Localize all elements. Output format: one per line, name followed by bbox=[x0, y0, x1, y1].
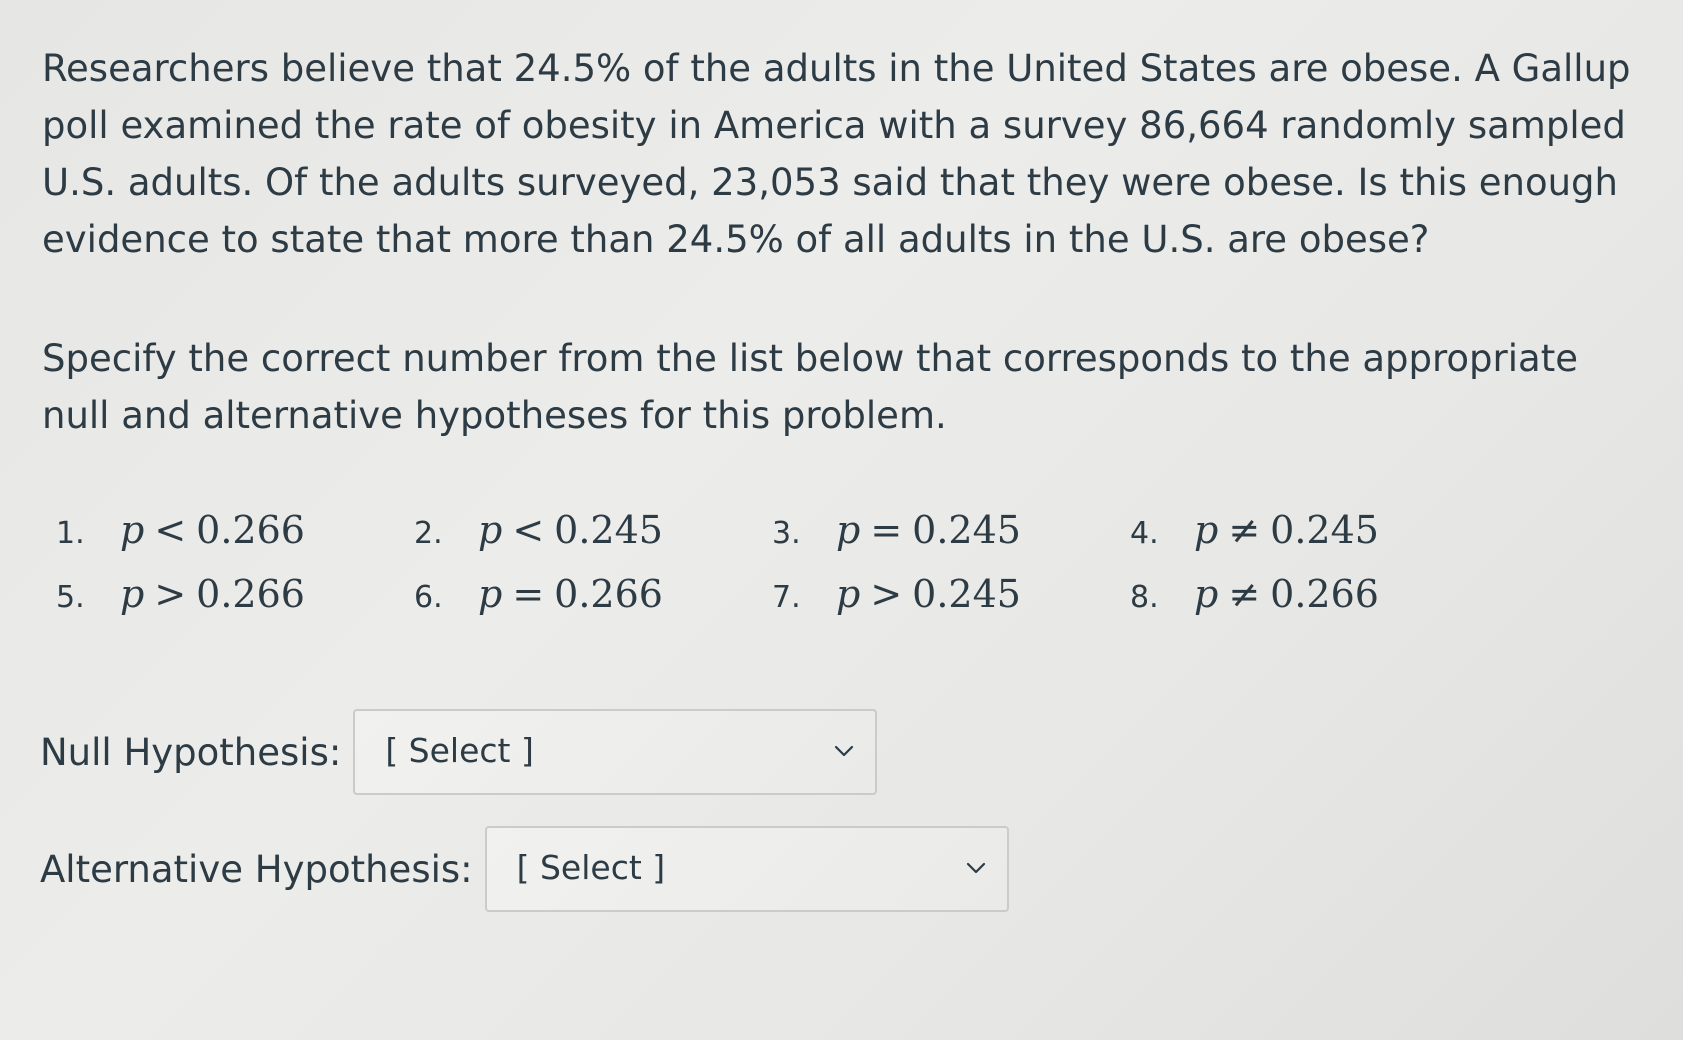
option-expression bbox=[1194, 572, 1379, 616]
option-variable: p bbox=[1194, 508, 1219, 552]
option-number: 6. bbox=[414, 580, 443, 615]
option-variable: p bbox=[478, 508, 503, 552]
null-hypothesis-select[interactable] bbox=[353, 709, 877, 795]
option-value: 0.245 bbox=[912, 508, 1021, 552]
option-number: 8. bbox=[1130, 580, 1159, 615]
option-operator: ≠ bbox=[1228, 572, 1261, 616]
option-expression bbox=[836, 508, 1021, 552]
option-value: 0.266 bbox=[1270, 572, 1379, 616]
option-value: 0.266 bbox=[196, 572, 305, 616]
option-number: 2. bbox=[414, 516, 443, 551]
chevron-down-icon bbox=[833, 743, 855, 759]
option-operator: = bbox=[512, 572, 545, 616]
option-item bbox=[772, 572, 1130, 616]
option-value: 0.266 bbox=[554, 572, 663, 616]
hypothesis-options-list bbox=[56, 508, 1476, 616]
option-operator: = bbox=[870, 508, 903, 552]
option-expression bbox=[836, 572, 1021, 616]
option-item bbox=[414, 508, 772, 552]
alternative-hypothesis-select[interactable] bbox=[485, 826, 1009, 912]
option-variable: p bbox=[836, 508, 861, 552]
chevron-down-icon bbox=[965, 860, 987, 876]
option-operator: > bbox=[154, 572, 187, 616]
option-value: 0.266 bbox=[196, 508, 305, 552]
option-variable: p bbox=[836, 572, 861, 616]
option-item bbox=[772, 508, 1130, 552]
option-expression bbox=[478, 572, 663, 616]
option-item bbox=[56, 572, 414, 616]
option-operator: > bbox=[870, 572, 903, 616]
option-expression bbox=[478, 508, 663, 552]
option-operator: ≠ bbox=[1228, 508, 1261, 552]
option-value: 0.245 bbox=[1270, 508, 1379, 552]
option-item bbox=[1130, 572, 1488, 616]
alternative-hypothesis-label: Alternative Hypothesis: bbox=[40, 847, 473, 891]
option-item bbox=[56, 508, 414, 552]
option-expression bbox=[1194, 508, 1379, 552]
null-hypothesis-label: Null Hypothesis: bbox=[40, 730, 342, 774]
option-value: 0.245 bbox=[554, 508, 663, 552]
alternative-hypothesis-row bbox=[40, 826, 1009, 912]
null-hypothesis-selected-value: [ Select ] bbox=[385, 731, 534, 770]
option-number: 5. bbox=[56, 580, 85, 615]
option-variable: p bbox=[120, 572, 145, 616]
null-hypothesis-row bbox=[40, 709, 877, 795]
option-expression bbox=[120, 508, 305, 552]
option-item bbox=[414, 572, 772, 616]
question-text: Researchers believe that 24.5% of the adults in the United States are obese. A Gallup poll examined the rate of obesity in America with a survey 86,664 randomly sampled U.S. adults. Of the adults surveyed, 23,053 said that they were obese. Is this enough evidence to state that more than 24.5% of all adults in the U.S. are obese? bbox=[42, 47, 1631, 261]
option-variable: p bbox=[1194, 572, 1219, 616]
option-number: 7. bbox=[772, 580, 801, 615]
option-variable: p bbox=[120, 508, 145, 552]
option-operator: < bbox=[512, 508, 545, 552]
option-variable: p bbox=[478, 572, 503, 616]
instructions-text: Specify the correct number from the list below that corresponds to the appropriate null and alternative hypotheses for this problem. bbox=[42, 337, 1578, 437]
option-number: 3. bbox=[772, 516, 801, 551]
option-number: 4. bbox=[1130, 516, 1159, 551]
option-expression bbox=[120, 572, 305, 616]
option-operator: < bbox=[154, 508, 187, 552]
option-item bbox=[1130, 508, 1488, 552]
option-value: 0.245 bbox=[912, 572, 1021, 616]
option-number: 1. bbox=[56, 516, 85, 551]
alternative-hypothesis-selected-value: [ Select ] bbox=[516, 848, 666, 887]
